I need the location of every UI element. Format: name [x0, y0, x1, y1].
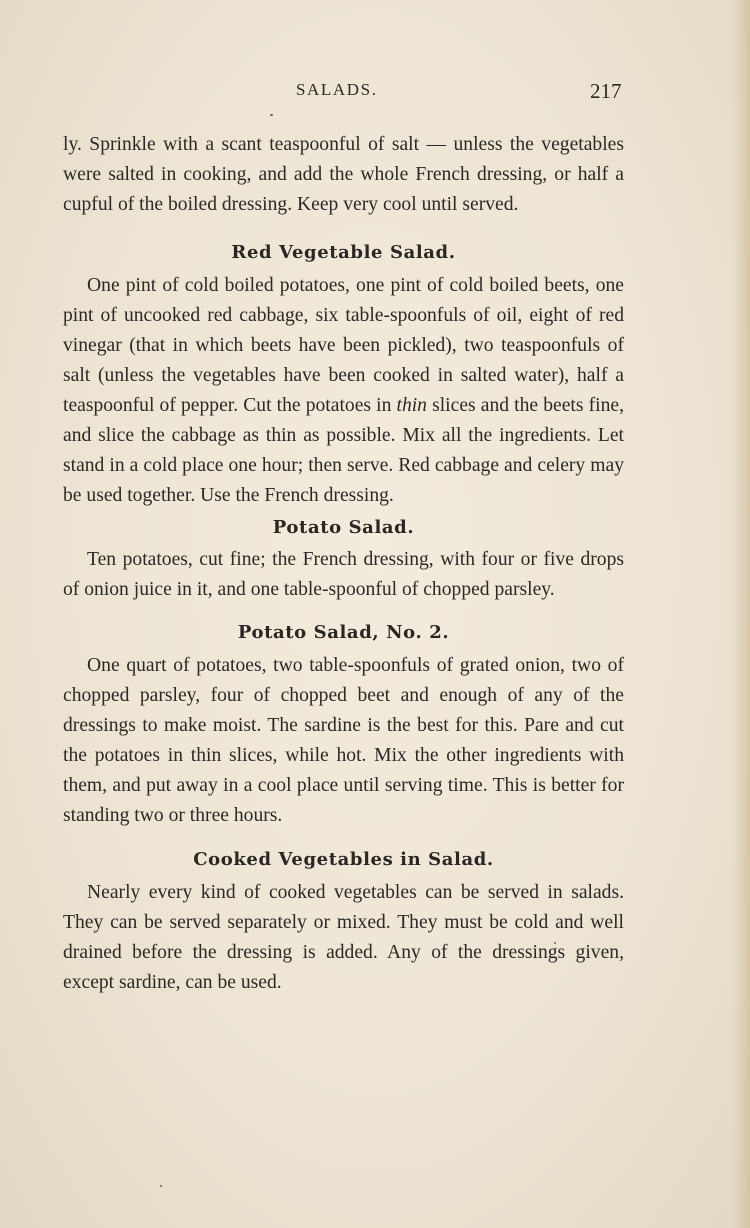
section-heading-potato-salad-no-2: Potato Salad, No. 2. [237, 622, 450, 643]
cooked-vegetables-paragraph: Nearly every kind of cooked vegetables can be served in salads. They can be served separately or mixed. They must be cold and well drained before the dressing is added. Any of the dressings given, except sardine, can be used. [63, 882, 624, 993]
section-heading-potato-salad: Potato Salad. [272, 517, 415, 538]
red-vegetable-salad-paragraph [63, 271, 624, 511]
ink-speck [160, 1185, 162, 1187]
potato-salad-paragraph: Ten potatoes, cut fine; the French dressing, with four or five drops of onion juice in it, and one table-spoonful of chopped parsley. [63, 549, 624, 600]
page-body [63, 130, 624, 998]
emphasized-word: thin [396, 395, 427, 416]
running-head [0, 80, 750, 108]
page-edge [732, 0, 750, 1228]
page-number: 217 [590, 79, 622, 103]
continuation-paragraph: ly. Sprinkle with a scant teaspoonful of salt — unless the vegetables were salted in cooking, and add the whole French dressing, or half a cupful of the boiled dressing. Keep very cool until served. [63, 134, 624, 215]
ink-speck [270, 114, 273, 116]
potato-salad-no-2-paragraph: One quart of potatoes, two table-spoonfuls of grated onion, two of chopped parsley, four of chopped beet and enough of any of the dressings to make moist. The sardine is the best for this. Pare and cut the potatoes in thin slices, while hot. Mix the other ingredients with them, and put away in a cool place until serving time. This is better for standing two or three hours. [63, 655, 624, 826]
paragraph-text: slices and the beets fine, and slice the cabbage as thin as possible. Mix all the ingredients. Let stand in a cold place one hour; then serve. Red cabbage and celery may be used together. Use the French dressing. [63, 395, 624, 506]
section-heading-cooked-vegetables: Cooked Vegetables in Salad. [193, 849, 494, 870]
section-heading-red-vegetable-salad: Red Vegetable Salad. [231, 242, 456, 263]
paragraph-text: One pint of cold boiled potatoes, one pint of cold boiled beets, one pint of uncooked red cabbage, six table-spoonfuls of oil, eight of red vinegar (that in which beets have been pickled), two teaspoonfuls of salt (unless the vegetables have been cooked in salted water), half a teaspoonful of pepper. Cut the potatoes in [63, 275, 624, 416]
running-title: SALADS. [296, 80, 378, 99]
